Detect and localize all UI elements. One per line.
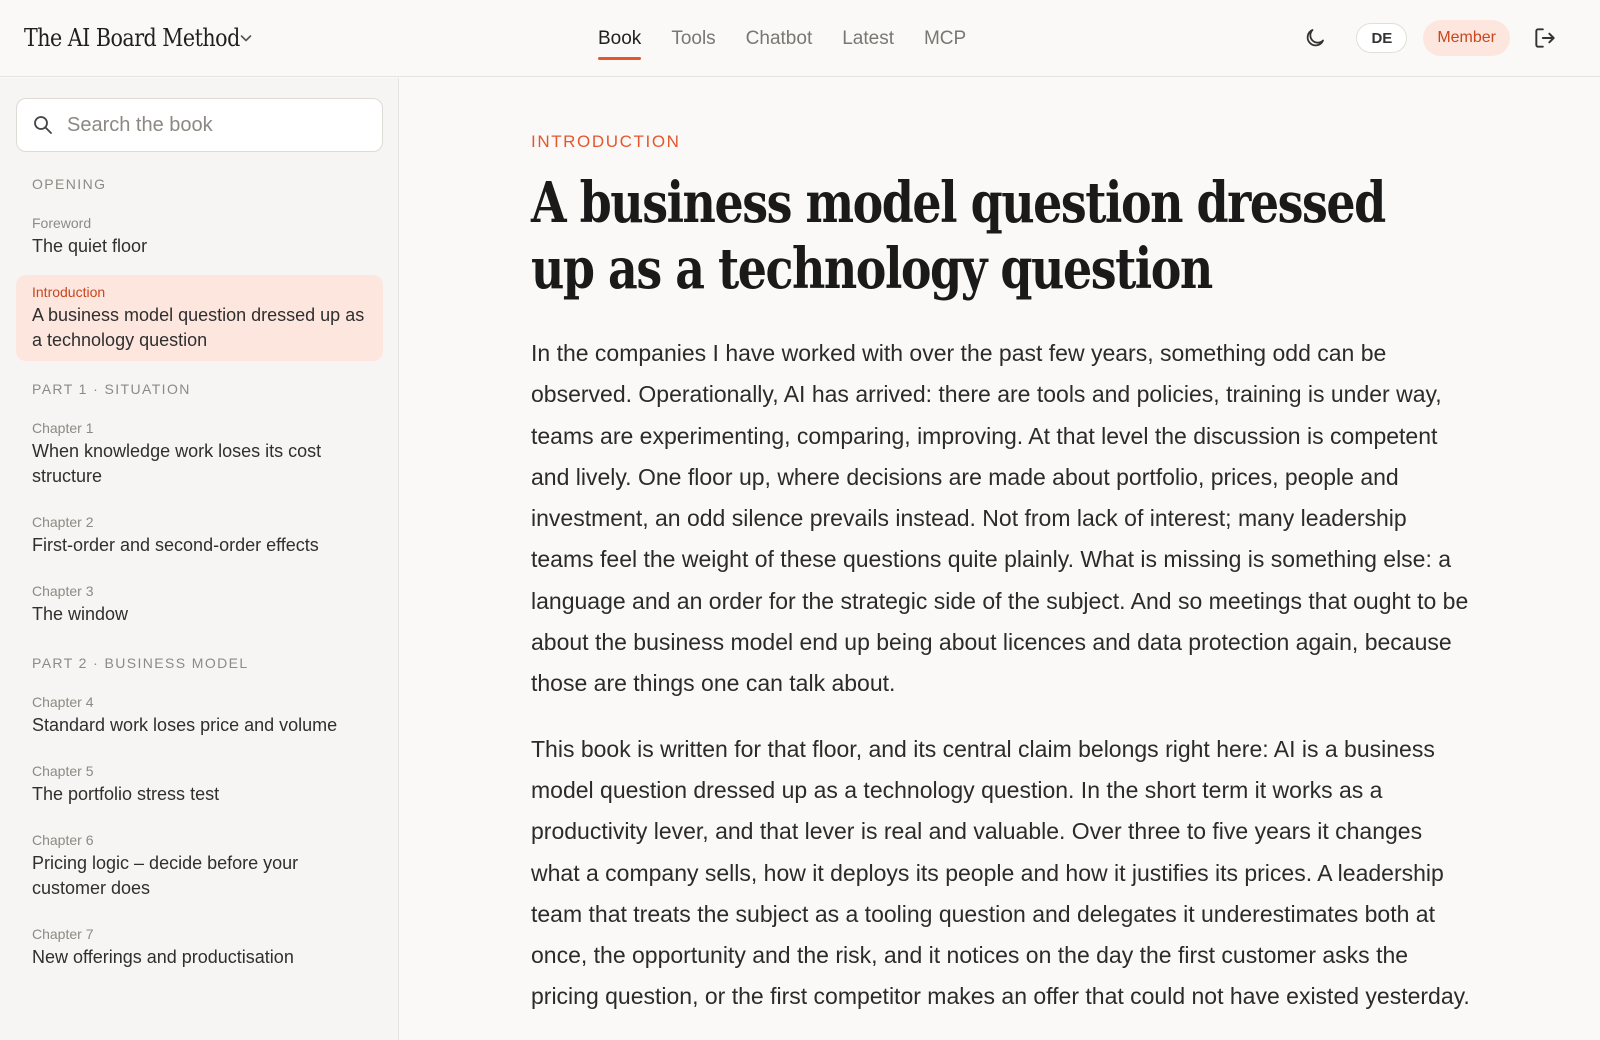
moon-icon xyxy=(1303,26,1327,50)
toc-item-kicker: Chapter 7 xyxy=(32,926,94,942)
table-of-contents xyxy=(16,174,383,978)
toc-item-title: New offerings and productisation xyxy=(32,947,294,967)
toc-item[interactable] xyxy=(16,275,383,361)
top-header xyxy=(0,0,1600,77)
toc-item[interactable] xyxy=(16,505,383,566)
toc-item-kicker: Chapter 2 xyxy=(32,514,94,530)
toc-item[interactable] xyxy=(16,411,383,497)
toc-item-kicker: Foreword xyxy=(32,215,92,231)
toc-item-kicker: Chapter 4 xyxy=(32,694,94,710)
language-button[interactable]: DE xyxy=(1356,23,1407,53)
toc-section-heading: PART 1 · SITUATION xyxy=(32,381,191,397)
toc-item[interactable] xyxy=(16,917,383,978)
logout-button[interactable] xyxy=(1526,19,1564,57)
toc-item[interactable] xyxy=(16,574,383,635)
chevron-down-icon[interactable] xyxy=(238,30,254,46)
toc-item[interactable] xyxy=(16,206,383,267)
toc-item-kicker: Chapter 5 xyxy=(32,763,94,779)
toc-item-title: Pricing logic – decide before your customer does xyxy=(32,853,299,898)
toc-section-heading: PART 2 · BUSINESS MODEL xyxy=(32,655,249,671)
toc-item[interactable] xyxy=(16,754,383,815)
logout-icon xyxy=(1532,25,1558,51)
toc-section-heading: OPENING xyxy=(32,176,107,192)
toc-item-title: A business model question dressed up as a technology question xyxy=(32,305,365,350)
toc-item-title: When knowledge work loses its cost structure xyxy=(32,441,322,486)
toc-item-title: Standard work loses price and volume xyxy=(32,715,338,735)
nav-mcp[interactable]: MCP xyxy=(923,27,967,49)
toc-sidebar xyxy=(0,78,399,1040)
nav-latest[interactable]: Latest xyxy=(842,27,894,49)
brand-switcher[interactable] xyxy=(24,20,254,56)
paragraph: This book is written for that floor, and its central claim belongs right here: AI is a business model question dressed up as a technology question. In the short term it works as a productivity lever, and that lever is real and valuable. Over three to five years it changes what a company sells, how it deploys its people and how it justifies its prices. A leadership team that treats the subject as a tooling question and delegates it underestimates both at once, the opportunity and the risk, and it notices on the day the first customer asks the pricing question, or the first competitor makes an offer that could not have existed yesterday. xyxy=(531,735,1470,1010)
toc-item[interactable] xyxy=(16,823,383,909)
member-button[interactable]: Member xyxy=(1423,20,1510,56)
search-icon xyxy=(33,115,53,135)
toc-item[interactable] xyxy=(16,685,383,746)
paragraph: In the companies I have worked with over the past few years, something odd can be observed. Operationally, AI has arrived: there are tools and policies, training is under way, teams are experimenting, comparing, improving. At that level the discussion is competent and lively. One floor up, where decisions are made about portfolio, prices, people and investment, an odd silence prevails instead. Not from lack of interest; many leadership teams feel the weight of these questions quite plainly. What is missing is something else: a language and an order for the strategic side of the subject. And so meetings that ought to be about the business model end up being about licences and data protection again, because those are things one can talk about. xyxy=(531,340,1469,697)
toc-item-kicker: Chapter 3 xyxy=(32,583,94,599)
toc-item-title: The quiet floor xyxy=(32,236,148,256)
main-nav xyxy=(598,0,966,77)
search-box[interactable] xyxy=(16,98,383,152)
chapter-eyebrow: INTRODUCTION xyxy=(531,132,681,151)
chapter-title: A business model question dressed up as a technology question xyxy=(531,170,1385,302)
toc-item-kicker: Introduction xyxy=(32,284,106,300)
toc-item-title: The window xyxy=(32,604,129,624)
brand-title: The AI Board Method xyxy=(24,24,240,52)
toc-item-kicker: Chapter 6 xyxy=(32,832,94,848)
search-input[interactable] xyxy=(67,114,367,137)
nav-chatbot[interactable]: Chatbot xyxy=(745,27,813,49)
toc-item-kicker: Chapter 1 xyxy=(32,420,94,436)
toc-item-title: The portfolio stress test xyxy=(32,784,220,804)
chapter-body xyxy=(531,333,1471,1040)
nav-book[interactable]: Book xyxy=(598,0,641,77)
nav-tools[interactable]: Tools xyxy=(671,27,716,49)
header-actions xyxy=(1296,19,1564,57)
toc-item-title: First-order and second-order effects xyxy=(32,535,319,555)
theme-toggle-button[interactable] xyxy=(1296,19,1334,57)
